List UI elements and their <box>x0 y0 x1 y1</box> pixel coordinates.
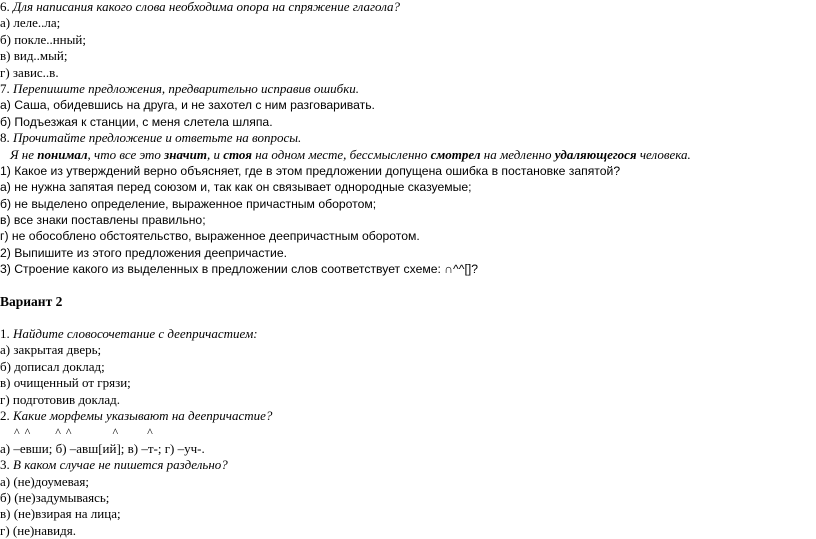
question-text: Какие морфемы указывают на деепричастие? <box>13 407 273 423</box>
question-text: Найдите словосочетание с деепричастием: <box>13 326 258 342</box>
q8-option-a: а) не нужна запятая перед союзом и, так как он связывает однородные сказуемые; <box>0 180 472 195</box>
question-text: Перепишите предложения, предварительно исправив ошибки. <box>13 80 360 96</box>
q8-subquestion-3: 3) Строение какого из выделенных в предложении слов соответствует схеме: ∩^^[]? <box>0 262 479 277</box>
variant-question-2 <box>0 408 816 424</box>
v1-option-d: г) подготовив доклад. <box>0 391 120 407</box>
v3-option-b: б) (не)задумываясь; <box>0 489 110 505</box>
v3-option-d: г) (не)навидя. <box>0 522 76 538</box>
v1-option-b: б) дописал доклад; <box>0 358 105 374</box>
question-text: Прочитайте предложение и ответьте на вопросы. <box>13 130 302 146</box>
highlighted-word: смотрел <box>430 146 481 162</box>
q7-item-b: б) Подъезжая к станции, с меня слетела шляпа. <box>0 114 273 129</box>
question-8 <box>0 130 816 146</box>
variant-question-3 <box>0 457 816 473</box>
spacer <box>0 310 816 326</box>
question-text: Для написания какого слова необходима опора на спряжение глагола? <box>13 0 401 14</box>
v2-answer-options: а) –евши; б) –авш[ий]; в) –т-; г) –уч-. <box>0 440 205 456</box>
highlighted-word: значит <box>164 146 207 162</box>
q7-item-a: а) Саша, обидевшись на друга, и не захотел с ним разговаривать. <box>0 98 375 113</box>
question-number: 7. <box>0 80 10 96</box>
spacer <box>0 278 816 294</box>
question-number: 2. <box>0 407 10 423</box>
q6-option-a: а) леле..ла; <box>0 15 61 31</box>
sentence-part: на одном месте, бессмысленно <box>251 146 431 162</box>
question-number: 1. <box>0 326 10 342</box>
question-number: 8. <box>0 130 10 146</box>
highlighted-word: понимал <box>37 146 88 162</box>
variant-heading: Вариант 2 <box>0 293 63 309</box>
v3-option-a: а) (не)доумевая; <box>0 473 90 489</box>
sentence-part: человека. <box>636 146 691 162</box>
q8-option-d: г) не обособлено обстоятельство, выраженное деепричастным оборотом. <box>0 229 420 244</box>
v1-option-a: а) закрытая дверь; <box>0 342 102 358</box>
sentence-part: , и <box>206 146 224 162</box>
sentence-part: Я не <box>10 146 38 162</box>
question-number: 6. <box>0 0 10 14</box>
highlighted-word: стоя <box>223 146 252 162</box>
q6-option-b: б) покле..нный; <box>0 31 86 47</box>
v1-option-c: в) очищенный от грязи; <box>0 375 131 391</box>
q6-option-d: г) завис..в. <box>0 64 59 80</box>
q8-subquestion-1: 1) Какое из утверждений верно объясняет, где в этом предложении допущена ошибка в постановке запятой? <box>0 163 621 178</box>
q8-subquestion-2: 2) Выпишите из этого предложения деепричастие. <box>0 245 287 260</box>
question-7 <box>0 81 816 97</box>
question-number: 3. <box>0 457 10 473</box>
sentence-part: на медленно <box>480 146 555 162</box>
variant-question-1 <box>0 326 816 342</box>
analysis-sentence <box>0 147 816 163</box>
morpheme-marks: ^ ^ ^ ^ ^ ^ <box>14 425 154 440</box>
q8-option-c: в) все знаки поставлены правильно; <box>0 213 206 228</box>
question-6 <box>0 0 816 15</box>
sentence-part: , что все это <box>87 146 165 162</box>
q8-option-b: б) не выделено определение, выраженное причастным оборотом; <box>0 196 377 211</box>
highlighted-word: удаляющегося <box>554 146 637 162</box>
q6-option-c: в) вид..мый; <box>0 48 68 64</box>
question-text: В каком случае не пишется раздельно? <box>13 457 228 473</box>
v3-option-c: в) (не)взирая на лица; <box>0 506 121 522</box>
